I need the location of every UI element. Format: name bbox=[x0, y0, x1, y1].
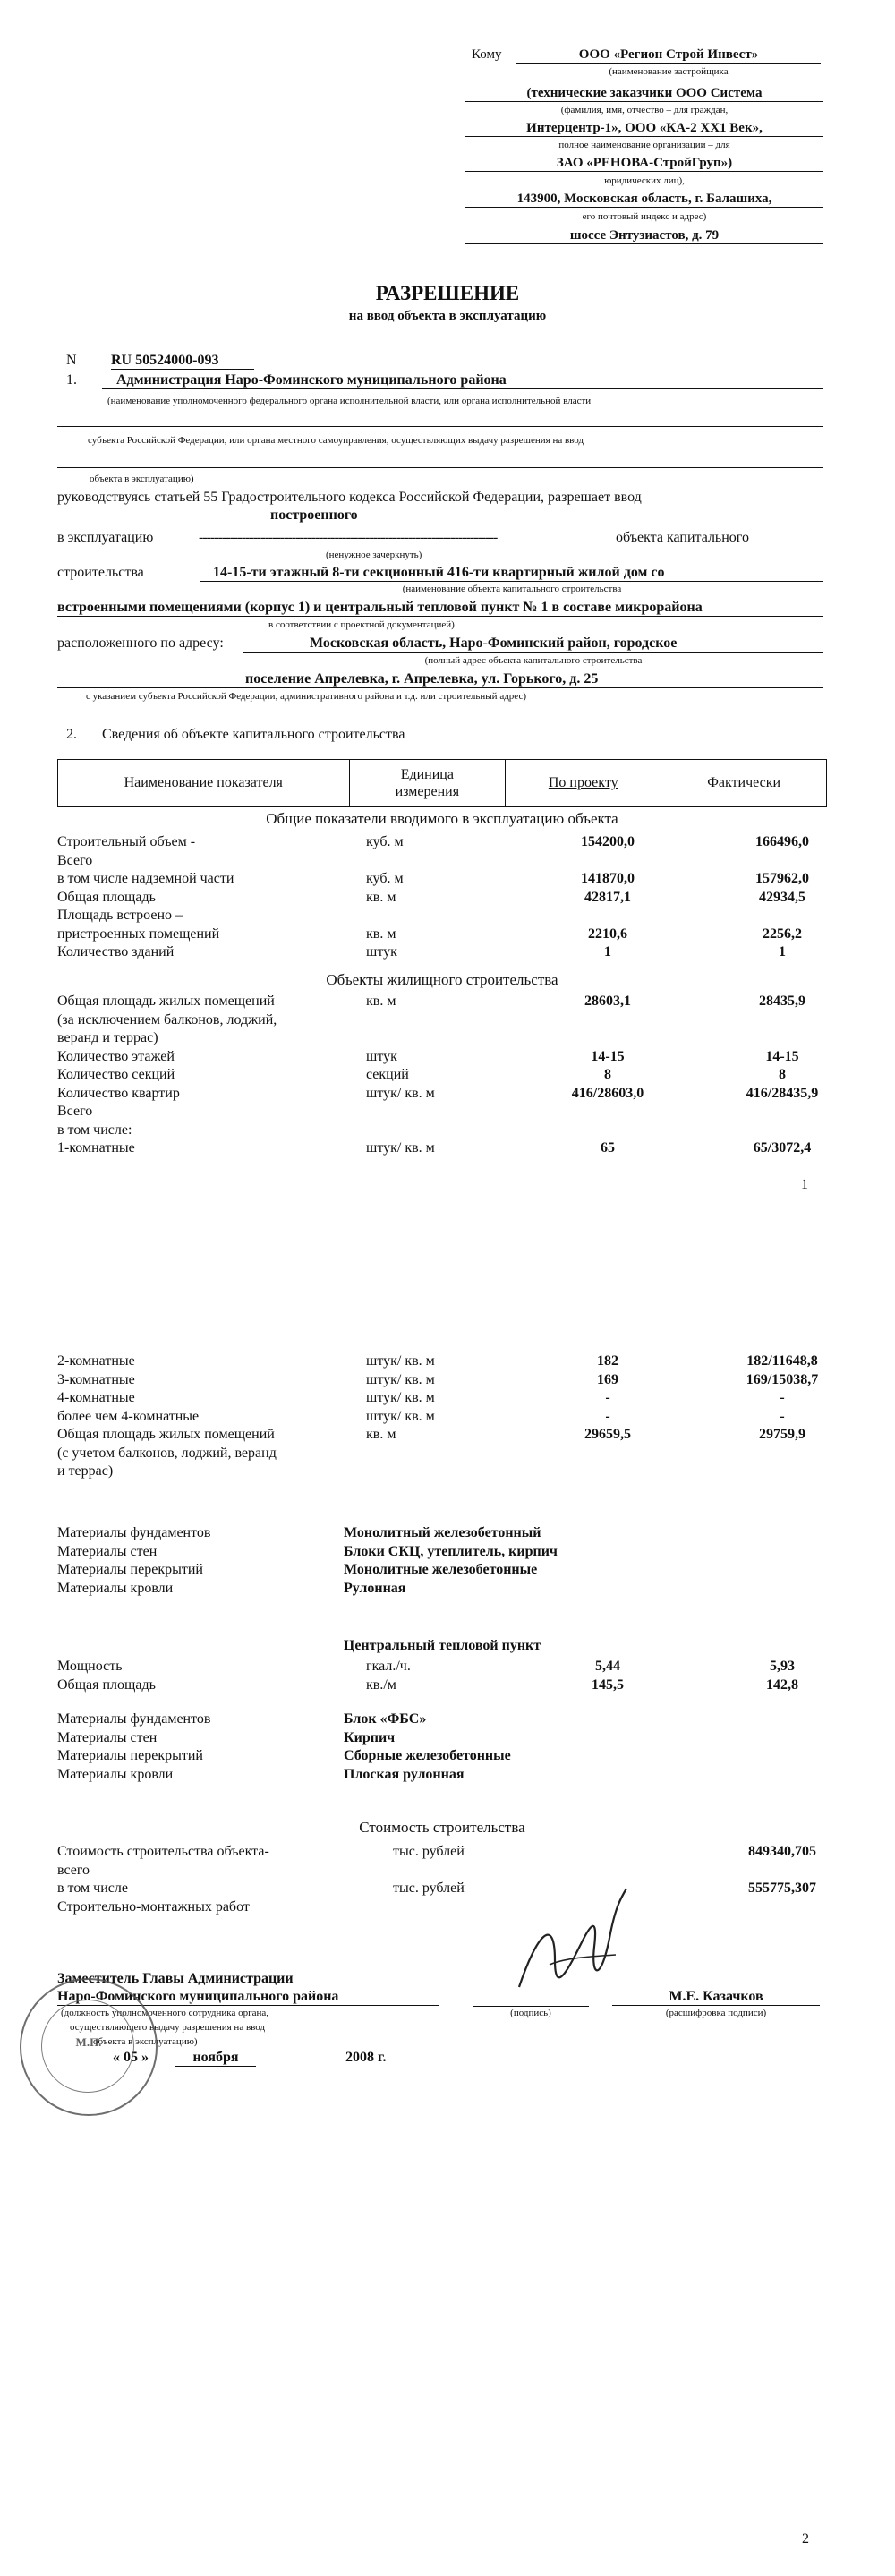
strike-note: (ненужное зачеркнуть) bbox=[326, 550, 422, 560]
addressee-line3: Интерцентр-1», ООО «КА-2 XX1 Век», bbox=[465, 121, 823, 137]
material-value: Блок «ФБС» bbox=[344, 1711, 427, 1727]
object-name-line1: 14-15-ти этажный 8-ти секционный 416-ти квартирный жилой дом со bbox=[200, 565, 823, 582]
indicator-name: Мощность bbox=[57, 1659, 123, 1674]
table-row bbox=[57, 1049, 827, 1066]
col-actual-header: Фактически bbox=[661, 760, 827, 807]
group-heat-point: Центральный тепловой пункт bbox=[343, 1638, 541, 1653]
addressee-note3: полное наименование организации – для bbox=[558, 140, 730, 150]
actual-value: 166496,0 bbox=[755, 834, 809, 849]
indicator-name: в том числе надземной части bbox=[57, 871, 234, 886]
project-value: 29659,5 bbox=[584, 1427, 631, 1442]
project-value: 42817,1 bbox=[584, 889, 631, 905]
table-row bbox=[57, 926, 827, 943]
material-row bbox=[57, 1562, 827, 1579]
actual-value: 849340,705 bbox=[748, 1844, 816, 1859]
project-value: 141870,0 bbox=[581, 871, 635, 886]
table-row bbox=[57, 1030, 827, 1047]
authority-note-c: объекта в эксплуатацию) bbox=[90, 473, 194, 484]
signer-name: М.Е. Казачков bbox=[612, 1989, 820, 2006]
table-row bbox=[57, 1863, 827, 1880]
indicator-unit: штук bbox=[366, 1048, 397, 1064]
table-row bbox=[57, 1104, 827, 1121]
indicator-name: Общая площадь bbox=[57, 1676, 156, 1693]
project-doc-note: в соответствии с проектной документацией) bbox=[268, 619, 455, 630]
project-value: 2210,6 bbox=[588, 925, 627, 942]
material-name: Материалы стен bbox=[57, 1729, 158, 1745]
table-row bbox=[57, 1677, 827, 1694]
indicator-unit: кв. м bbox=[366, 889, 396, 905]
signer-name-note: (расшифровка подписи) bbox=[665, 2008, 767, 2018]
material-value: Сборные железобетонные bbox=[344, 1748, 511, 1763]
indicator-name: Общая площадь жилых помещений bbox=[57, 1427, 275, 1442]
project-value: 154200,0 bbox=[581, 834, 635, 849]
table-row bbox=[57, 1881, 827, 1898]
project-value: 65 bbox=[601, 1140, 615, 1156]
indicator-name: 2-комнатные bbox=[57, 1353, 135, 1369]
indicator-unit: куб. м bbox=[366, 834, 404, 849]
indicator-name: Количество зданий bbox=[57, 944, 175, 960]
actual-value: 29759,9 bbox=[759, 1427, 806, 1442]
project-value: - bbox=[605, 1408, 610, 1424]
material-row bbox=[57, 1767, 827, 1784]
page-number-2: 2 bbox=[802, 2531, 809, 2546]
section2-title: Сведения об объекте капитального строительства bbox=[102, 727, 405, 742]
addressee-note1: (наименование застройщика bbox=[609, 66, 729, 77]
to-label: Кому bbox=[472, 47, 502, 62]
table-row bbox=[57, 1844, 827, 1861]
signer-position2: Наро-Фоминского муниципального района bbox=[57, 1989, 439, 2006]
indicator-unit: кв. м bbox=[366, 1427, 396, 1442]
date-day: « 05 » bbox=[113, 2050, 149, 2065]
material-value: Рулонная bbox=[344, 1580, 406, 1596]
indicator-name: Всего bbox=[57, 1104, 93, 1119]
indicator-name: (с учетом балконов, лоджий, веранд bbox=[57, 1445, 277, 1461]
address-note2: с указанием субъекта Российской Федерации, административного района и т.д. или строительный адрес) bbox=[86, 691, 527, 702]
addressee-note2: (фамилия, имя, отчество – для граждан, bbox=[560, 105, 729, 115]
table-row bbox=[57, 1446, 827, 1463]
section2-number: 2. bbox=[66, 727, 77, 742]
table-row bbox=[57, 1012, 827, 1029]
project-value: 182 bbox=[597, 1353, 618, 1369]
indicator-name: (за исключением балконов, лоджий, bbox=[57, 1011, 277, 1028]
table-row bbox=[57, 1390, 827, 1407]
signature-note: (подпись) bbox=[510, 2008, 551, 2018]
group-housing: Объекты жилищного строительства bbox=[326, 971, 558, 988]
actual-value: 416/28435,9 bbox=[746, 1085, 819, 1101]
location-label: расположенного по адресу: bbox=[57, 635, 224, 651]
table-row bbox=[57, 994, 827, 1011]
actual-value: 169/15038,7 bbox=[746, 1371, 819, 1387]
date-month: ноября bbox=[175, 2050, 256, 2067]
authority-note-b: субъекта Российской Федерации, или органа местного самоуправления, осуществляющих выдачу разрешения на ввод bbox=[88, 435, 584, 446]
material-value: Монолитный железобетонный bbox=[344, 1525, 541, 1540]
table-row bbox=[57, 1463, 827, 1480]
indicator-unit: тыс. рублей bbox=[393, 1844, 465, 1859]
col-name-header: Наименование показателя bbox=[58, 760, 350, 807]
position-note2: осуществляющего выдачу разрешения на ввод bbox=[70, 2022, 266, 2033]
indicator-name: Количество квартир bbox=[57, 1085, 180, 1101]
divider bbox=[57, 467, 823, 468]
material-row bbox=[57, 1711, 827, 1728]
indicator-unit: кв. м bbox=[366, 925, 396, 942]
material-value: Плоская рулонная bbox=[344, 1766, 465, 1782]
actual-value: 28435,9 bbox=[759, 994, 806, 1009]
indicator-name: веранд и террас) bbox=[57, 1030, 158, 1045]
material-value: Блоки СКЦ, утеплитель, кирпич bbox=[344, 1543, 558, 1559]
table-row bbox=[57, 890, 827, 907]
addressee-line2: (технические заказчики ООО Система bbox=[465, 86, 823, 102]
indicator-unit: штук bbox=[366, 944, 397, 960]
indicator-name: Строительный объем - bbox=[57, 834, 196, 849]
col-unit-header: Единица измерения bbox=[349, 760, 506, 807]
indicator-unit: куб. м bbox=[366, 871, 404, 886]
addressee-line6: шоссе Энтузиастов, д. 79 bbox=[465, 228, 823, 244]
table-row bbox=[57, 1899, 827, 1916]
document-title: РАЗРЕШЕНИЕ bbox=[375, 282, 520, 304]
indicator-name: 4-комнатные bbox=[57, 1390, 135, 1405]
indicator-name: Площадь встроено – bbox=[57, 908, 183, 923]
table-row bbox=[57, 908, 827, 925]
table-row bbox=[57, 1140, 827, 1157]
indicator-unit: штук/ кв. м bbox=[366, 1371, 435, 1387]
construction-label: строительства bbox=[57, 565, 144, 580]
project-value: 28603,1 bbox=[584, 994, 631, 1009]
indicator-name: и террас) bbox=[57, 1463, 114, 1479]
page-number-1: 1 bbox=[801, 1177, 808, 1192]
actual-value: - bbox=[780, 1390, 785, 1405]
addressee-note5: его почтовый индекс и адрес) bbox=[582, 211, 707, 222]
object-name-note: (наименование объекта капитального строительства bbox=[402, 584, 622, 594]
indicator-name: Общая площадь жилых помещений bbox=[57, 994, 275, 1009]
project-value: 169 bbox=[597, 1371, 618, 1387]
indicator-name: 1-комнатные bbox=[57, 1140, 135, 1156]
table-row bbox=[57, 1427, 827, 1444]
table-row bbox=[57, 1353, 827, 1370]
capital-object-label: объекта капитального bbox=[616, 530, 749, 545]
group-cost: Стоимость строительства bbox=[359, 1819, 525, 1836]
material-name: Материалы стен bbox=[57, 1543, 158, 1559]
actual-value: 14-15 bbox=[765, 1048, 799, 1064]
indicator-name: Строительно-монтажных работ bbox=[57, 1898, 250, 1915]
indicator-name: Количество этажей bbox=[57, 1048, 175, 1064]
position-note1: (должность уполномоченного сотрудника органа, bbox=[61, 2008, 269, 2018]
indicator-name: в том числе: bbox=[57, 1122, 132, 1138]
indicator-name: Стоимость строительства объекта- bbox=[57, 1844, 269, 1859]
indicator-name: Количество секций bbox=[57, 1067, 175, 1082]
table-row bbox=[57, 1409, 827, 1426]
actual-value: 2256,2 bbox=[763, 925, 802, 942]
project-value: 1 bbox=[604, 944, 611, 960]
material-name: Материалы фундаментов bbox=[57, 1711, 211, 1727]
address-note: (полный адрес объекта капитального строительства bbox=[424, 655, 643, 666]
indicator-unit: кв./м bbox=[366, 1676, 396, 1693]
date-year: 2008 г. bbox=[345, 2050, 387, 2065]
indicator-unit: штук/ кв. м bbox=[366, 1140, 435, 1156]
number-label: N bbox=[66, 353, 77, 368]
material-name: Материалы кровли bbox=[57, 1580, 174, 1596]
project-value: - bbox=[605, 1390, 610, 1405]
divider bbox=[57, 426, 823, 427]
addressee-line5: 143900, Московская область, г. Балашиха, bbox=[465, 192, 823, 208]
actual-value: - bbox=[780, 1408, 785, 1424]
table-row bbox=[57, 1122, 827, 1139]
table-row bbox=[57, 1372, 827, 1389]
position-note3: объекта в эксплуатацию) bbox=[93, 2036, 198, 2047]
indicators-table-header bbox=[57, 759, 827, 807]
seal-mp: М.П. bbox=[75, 2035, 102, 2049]
addressee-note4: юридических лиц), bbox=[604, 175, 685, 186]
material-row bbox=[57, 1581, 827, 1598]
address-line1: Московская область, Наро-Фоминский район, городское bbox=[243, 635, 823, 653]
actual-value: 65/3072,4 bbox=[753, 1140, 812, 1156]
authority-note-a: (наименование уполномоченного федерального органа исполнительной власти, или органа исполнительной власти bbox=[107, 396, 592, 406]
material-name: Материалы перекрытий bbox=[57, 1748, 203, 1763]
indicator-name: более чем 4-комнатные bbox=[57, 1408, 200, 1424]
project-value: 14-15 bbox=[591, 1048, 625, 1064]
indicator-unit: штук/ кв. м bbox=[366, 1408, 435, 1424]
material-row bbox=[57, 1730, 827, 1747]
table-row bbox=[57, 1067, 827, 1084]
project-value: 416/28603,0 bbox=[571, 1085, 644, 1101]
material-row bbox=[57, 1748, 827, 1765]
indicator-unit: кв. м bbox=[366, 994, 396, 1009]
actual-value: 182/11648,8 bbox=[746, 1353, 818, 1369]
col-project-header: По проекту bbox=[506, 760, 661, 807]
into-operation-label: в эксплуатацию bbox=[57, 530, 154, 545]
table-row bbox=[57, 834, 827, 851]
built-text: построенного bbox=[270, 508, 358, 523]
material-name: Материалы перекрытий bbox=[57, 1562, 203, 1577]
table-row bbox=[57, 1659, 827, 1676]
material-value: Кирпич bbox=[344, 1729, 396, 1745]
table-row bbox=[57, 944, 827, 961]
material-name: Материалы фундаментов bbox=[57, 1525, 211, 1540]
indicator-unit: гкал./ч. bbox=[366, 1659, 411, 1674]
project-value: 5,44 bbox=[595, 1659, 620, 1674]
indicator-name: всего bbox=[57, 1862, 90, 1878]
indicator-unit: штук/ кв. м bbox=[366, 1390, 435, 1405]
item1-number: 1. bbox=[66, 372, 77, 388]
indicator-name: 3-комнатные bbox=[57, 1371, 135, 1387]
object-name-line2: встроенными помещениями (корпус 1) и центральный тепловой пункт № 1 в составе микрорайона bbox=[57, 600, 823, 617]
table-row bbox=[57, 871, 827, 888]
actual-value: 42934,5 bbox=[759, 889, 806, 905]
dashes: ----------------------------------------------------------------------------- bbox=[199, 530, 498, 545]
project-value: 8 bbox=[604, 1067, 611, 1082]
permit-number: RU 50524000-093 bbox=[111, 353, 254, 370]
signer-position1: Заместитель Главы Администрации bbox=[57, 1971, 294, 1986]
permission-text: руководствуясь статьей 55 Градостроительного кодекса Российской Федерации, разрешает ввод bbox=[57, 490, 642, 505]
actual-value: 142,8 bbox=[766, 1676, 798, 1693]
document-subtitle: на ввод объекта в эксплуатацию bbox=[348, 309, 547, 323]
address-line2: поселение Апрелевка, г. Апрелевка, ул. Горького, д. 25 bbox=[57, 671, 823, 688]
indicator-name: Всего bbox=[57, 852, 93, 868]
indicator-unit: штук/ кв. м bbox=[366, 1085, 435, 1101]
actual-value: 1 bbox=[779, 944, 786, 960]
addressee-line4: ЗАО «РЕНОВА-СтройГруп») bbox=[465, 156, 823, 172]
actual-value: 555775,307 bbox=[748, 1881, 816, 1896]
material-row bbox=[57, 1544, 827, 1561]
official-seal-icon bbox=[20, 1978, 158, 2116]
group-general: Общие показатели вводимого в эксплуатацию объекта bbox=[266, 810, 618, 827]
authority-name: Администрация Наро-Фоминского муниципального района bbox=[102, 372, 823, 389]
actual-value: 5,93 bbox=[770, 1659, 795, 1674]
table-row bbox=[57, 853, 827, 870]
actual-value: 8 bbox=[779, 1067, 786, 1082]
indicator-unit: тыс. рублей bbox=[393, 1881, 465, 1896]
actual-value: 157962,0 bbox=[755, 871, 809, 886]
material-value: Монолитные железобетонные bbox=[344, 1562, 538, 1577]
material-row bbox=[57, 1525, 827, 1542]
indicator-name: в том числе bbox=[57, 1881, 128, 1896]
indicator-unit: секций bbox=[366, 1067, 409, 1082]
material-name: Материалы кровли bbox=[57, 1766, 174, 1782]
indicator-unit: штук/ кв. м bbox=[366, 1353, 435, 1369]
indicator-name: пристроенных помещений bbox=[57, 925, 220, 942]
indicator-name: Общая площадь bbox=[57, 889, 156, 905]
project-value: 145,5 bbox=[592, 1676, 624, 1693]
addressee-line1: ООО «Регион Строй Инвест» bbox=[516, 47, 821, 64]
table-row bbox=[57, 1086, 827, 1103]
